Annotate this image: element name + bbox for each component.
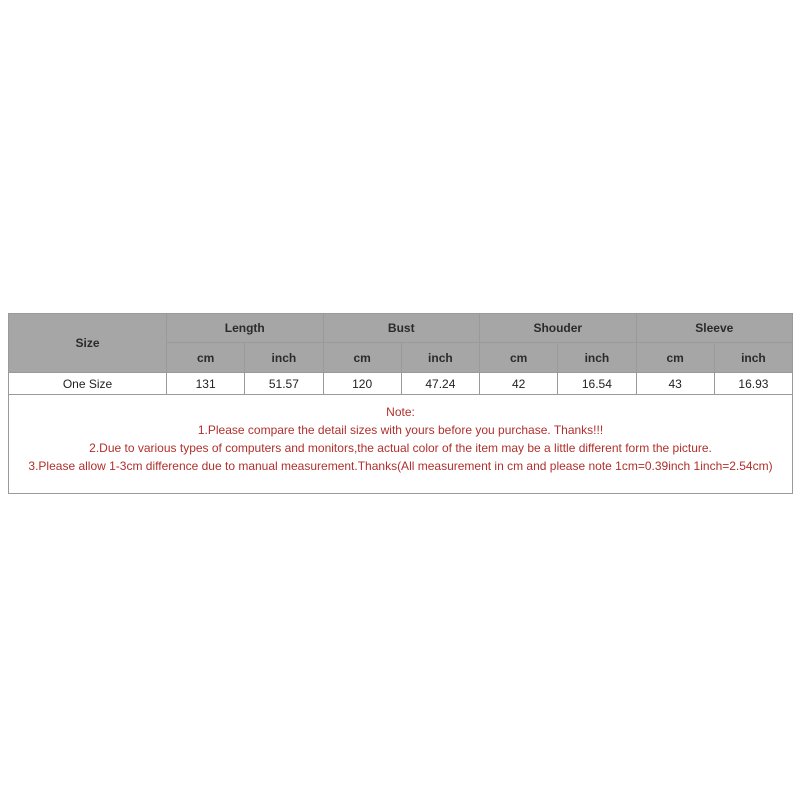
header-row-groups bbox=[9, 314, 793, 343]
length-cm-cell: 131 bbox=[167, 373, 245, 395]
bust-inch-header: inch bbox=[401, 343, 479, 373]
sleeve-inch-header: inch bbox=[714, 343, 792, 373]
bust-header: Bust bbox=[323, 314, 480, 343]
sleeve-inch-cell: 16.93 bbox=[714, 373, 792, 395]
bust-cm-cell: 120 bbox=[323, 373, 401, 395]
shoulder-header: Shouder bbox=[480, 314, 637, 343]
length-inch-cell: 51.57 bbox=[245, 373, 323, 395]
size-column-header: Size bbox=[9, 314, 167, 373]
sleeve-header: Sleeve bbox=[636, 314, 793, 343]
size-cell: One Size bbox=[9, 373, 167, 395]
bust-inch-cell: 47.24 bbox=[401, 373, 479, 395]
shoulder-cm-cell: 42 bbox=[480, 373, 558, 395]
note-line-3: 3.Please allow 1-3cm difference due to manual measurement.Thanks(All measurement in cm and please note 1cm=0.39inch 1inch=2.54cm) bbox=[28, 459, 773, 473]
shoulder-inch-cell: 16.54 bbox=[558, 373, 636, 395]
length-cm-header: cm bbox=[167, 343, 245, 373]
size-chart-table bbox=[8, 313, 793, 494]
note-line-2: 2.Due to various types of computers and monitors,the actual color of the item may be a little different form the picture. bbox=[89, 441, 712, 455]
notes-row bbox=[9, 395, 793, 494]
table-row bbox=[9, 373, 793, 395]
note-title: Note: bbox=[386, 405, 415, 419]
shoulder-inch-header: inch bbox=[558, 343, 636, 373]
length-header: Length bbox=[167, 314, 324, 343]
length-inch-header: inch bbox=[245, 343, 323, 373]
sleeve-cm-cell: 43 bbox=[636, 373, 714, 395]
note-line-1: 1.Please compare the detail sizes with yours before you purchase. Thanks!!! bbox=[197, 423, 604, 437]
bust-cm-header: cm bbox=[323, 343, 401, 373]
sleeve-cm-header: cm bbox=[636, 343, 714, 373]
notes-cell bbox=[9, 395, 793, 494]
shoulder-cm-header: cm bbox=[480, 343, 558, 373]
